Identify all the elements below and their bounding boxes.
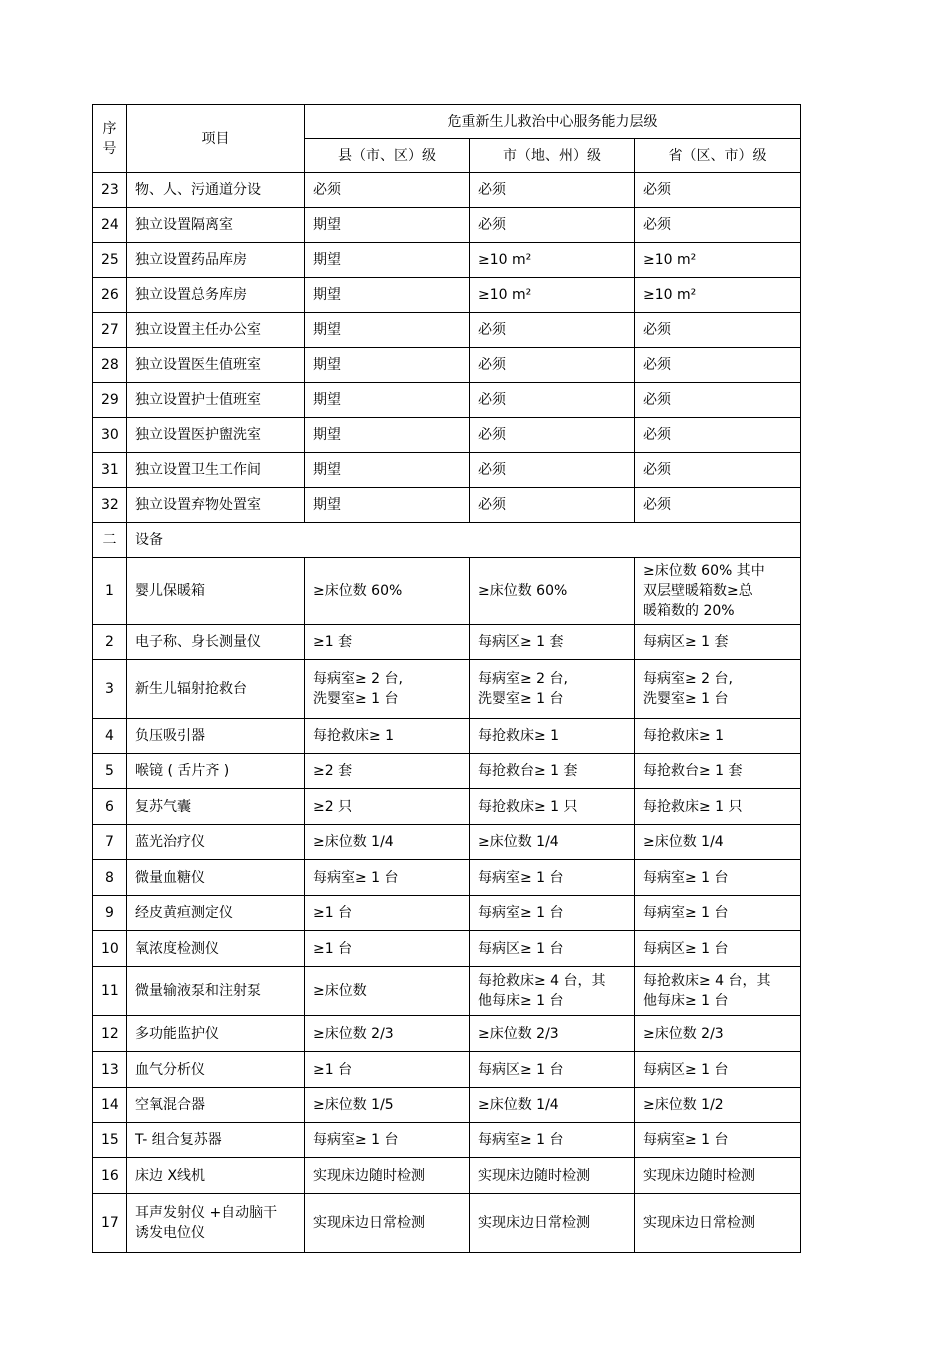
cell-province: ≥10 m² xyxy=(635,243,801,278)
row-seq: 26 xyxy=(93,278,127,313)
cell-province: 实现床边随时检测 xyxy=(635,1158,801,1194)
cell-county: 实现床边随时检测 xyxy=(305,1158,470,1194)
row-item: 独立设置药品库房 xyxy=(127,243,305,278)
row-item: T- 组合复苏器 xyxy=(127,1123,305,1158)
row-item: 微量血糖仪 xyxy=(127,860,305,896)
cell-province: ≥床位数 1/2 xyxy=(635,1088,801,1123)
cell-city: ≥床位数 1/4 xyxy=(470,825,635,860)
row-item: 新生儿辐射抢救台 xyxy=(127,660,305,719)
row-item: 独立设置医护盥洗室 xyxy=(127,418,305,453)
table-row xyxy=(93,278,801,313)
row-item: 独立设置护士值班室 xyxy=(127,383,305,418)
cell-province: 每抢救台≥ 1 套 xyxy=(635,754,801,789)
table-row xyxy=(93,1016,801,1052)
row-item: 经皮黄疸测定仪 xyxy=(127,896,305,931)
cell-province: 必须 xyxy=(635,383,801,418)
cell-province: 每病区≥ 1 套 xyxy=(635,625,801,660)
row-item: 喉镜 ( 舌片齐 ) xyxy=(127,754,305,789)
row-seq: 15 xyxy=(93,1123,127,1158)
row-seq: 2 xyxy=(93,625,127,660)
cell-city: ≥10 m² xyxy=(470,243,635,278)
table-row xyxy=(93,243,801,278)
cell-county: ≥床位数 60% xyxy=(305,558,470,625)
cell-province: ≥床位数 2/3 xyxy=(635,1016,801,1052)
row-item: 独立设置弃物处置室 xyxy=(127,488,305,523)
cell-province: 实现床边日常检测 xyxy=(635,1194,801,1253)
header-level-province: 省（区、市）级 xyxy=(635,139,801,173)
row-item: 独立设置医生值班室 xyxy=(127,348,305,383)
cell-province: 每病区≥ 1 台 xyxy=(635,1052,801,1088)
table-row xyxy=(93,1194,801,1253)
row-seq: 1 xyxy=(93,558,127,625)
row-seq: 8 xyxy=(93,860,127,896)
row-seq: 30 xyxy=(93,418,127,453)
row-seq: 16 xyxy=(93,1158,127,1194)
cell-county: ≥1 套 xyxy=(305,625,470,660)
cell-city: 每病室≥ 1 台 xyxy=(470,1123,635,1158)
row-seq: 4 xyxy=(93,719,127,754)
cell-county: 期望 xyxy=(305,208,470,243)
cell-city: 每抢救床≥ 1 只 xyxy=(470,789,635,825)
cell-province: 必须 xyxy=(635,453,801,488)
cell-city: 每病区≥ 1 台 xyxy=(470,1052,635,1088)
row-item: 耳声发射仪 +自动脑干 诱发电位仪 xyxy=(127,1194,305,1253)
row-item: 氧浓度检测仪 xyxy=(127,931,305,967)
row-seq: 25 xyxy=(93,243,127,278)
cell-city: ≥床位数 60% xyxy=(470,558,635,625)
row-item: 婴儿保暖箱 xyxy=(127,558,305,625)
cell-province: 每病室≥ 1 台 xyxy=(635,860,801,896)
cell-city: 实现床边随时检测 xyxy=(470,1158,635,1194)
header-level-county: 县（市、区）级 xyxy=(305,139,470,173)
row-seq: 23 xyxy=(93,173,127,208)
cell-county: ≥1 台 xyxy=(305,931,470,967)
cell-city: 必须 xyxy=(470,313,635,348)
cell-county: ≥1 台 xyxy=(305,1052,470,1088)
cell-city: 每病室≥ 1 台 xyxy=(470,896,635,931)
row-item: 独立设置隔离室 xyxy=(127,208,305,243)
cell-province: 每病室≥ 1 台 xyxy=(635,1123,801,1158)
table-row xyxy=(93,1052,801,1088)
section-title: 设备 xyxy=(127,523,801,558)
table-row xyxy=(93,558,801,625)
table-row xyxy=(93,896,801,931)
table-row xyxy=(93,453,801,488)
cell-city: 必须 xyxy=(470,208,635,243)
row-seq: 7 xyxy=(93,825,127,860)
cell-province: 必须 xyxy=(635,418,801,453)
row-item: 电子称、身长测量仪 xyxy=(127,625,305,660)
cell-city: 必须 xyxy=(470,488,635,523)
row-seq: 24 xyxy=(93,208,127,243)
header-level-city: 市（地、州）级 xyxy=(470,139,635,173)
table-row xyxy=(93,1088,801,1123)
cell-city: 必须 xyxy=(470,453,635,488)
table-row xyxy=(93,789,801,825)
cell-province: 必须 xyxy=(635,173,801,208)
cell-city: 必须 xyxy=(470,383,635,418)
cell-county: 期望 xyxy=(305,243,470,278)
cell-county: 每抢救床≥ 1 xyxy=(305,719,470,754)
cell-county: 期望 xyxy=(305,348,470,383)
row-item: 微量输液泵和注射泵 xyxy=(127,967,305,1016)
cell-province: 必须 xyxy=(635,348,801,383)
table-row xyxy=(93,348,801,383)
row-item: 负压吸引器 xyxy=(127,719,305,754)
row-item: 独立设置卫生工作间 xyxy=(127,453,305,488)
table-row xyxy=(93,208,801,243)
table-row xyxy=(93,825,801,860)
table-row xyxy=(93,754,801,789)
row-seq: 13 xyxy=(93,1052,127,1088)
cell-province: 每抢救床≥ 1 只 xyxy=(635,789,801,825)
table-row xyxy=(93,418,801,453)
cell-city: 每病区≥ 1 台 xyxy=(470,931,635,967)
cell-county: ≥床位数 xyxy=(305,967,470,1016)
row-seq: 31 xyxy=(93,453,127,488)
table-row xyxy=(93,383,801,418)
cell-city: 每抢救床≥ 4 台，其 他每床≥ 1 台 xyxy=(470,967,635,1016)
cell-city: 每抢救床≥ 1 xyxy=(470,719,635,754)
cell-city: 每病区≥ 1 套 xyxy=(470,625,635,660)
row-seq: 二 xyxy=(93,523,127,558)
table-body xyxy=(93,105,801,1253)
table-row xyxy=(93,1158,801,1194)
row-item: 独立设置主任办公室 xyxy=(127,313,305,348)
cell-county: 期望 xyxy=(305,313,470,348)
row-seq: 9 xyxy=(93,896,127,931)
cell-province: 必须 xyxy=(635,313,801,348)
cell-county: ≥床位数 1/4 xyxy=(305,825,470,860)
row-seq: 11 xyxy=(93,967,127,1016)
cell-province: 必须 xyxy=(635,488,801,523)
table-row xyxy=(93,1123,801,1158)
row-seq: 29 xyxy=(93,383,127,418)
cell-province: 每抢救床≥ 1 xyxy=(635,719,801,754)
cell-province: 必须 xyxy=(635,208,801,243)
section-row xyxy=(93,523,801,558)
cell-county: 每病室≥ 1 台 xyxy=(305,860,470,896)
row-item: 空氧混合器 xyxy=(127,1088,305,1123)
row-seq: 5 xyxy=(93,754,127,789)
cell-city: 每病室≥ 1 台 xyxy=(470,860,635,896)
row-seq: 17 xyxy=(93,1194,127,1253)
cell-city: 必须 xyxy=(470,173,635,208)
cell-city: 必须 xyxy=(470,418,635,453)
cell-county: ≥2 套 xyxy=(305,754,470,789)
cell-county: ≥床位数 2/3 xyxy=(305,1016,470,1052)
row-item: 物、人、污通道分设 xyxy=(127,173,305,208)
service-capability-table xyxy=(92,104,801,1253)
cell-county: 期望 xyxy=(305,278,470,313)
cell-city: 每抢救台≥ 1 套 xyxy=(470,754,635,789)
header-seq: 序号 xyxy=(93,105,127,173)
table-row xyxy=(93,173,801,208)
cell-province: ≥10 m² xyxy=(635,278,801,313)
row-seq: 14 xyxy=(93,1088,127,1123)
table-row xyxy=(93,860,801,896)
table-row xyxy=(93,967,801,1016)
row-item: 多功能监护仪 xyxy=(127,1016,305,1052)
cell-county: 必须 xyxy=(305,173,470,208)
row-seq: 28 xyxy=(93,348,127,383)
cell-city: ≥床位数 2/3 xyxy=(470,1016,635,1052)
cell-province: ≥床位数 1/4 xyxy=(635,825,801,860)
table-row xyxy=(93,931,801,967)
header-row-top xyxy=(93,105,801,139)
row-item: 蓝光治疗仪 xyxy=(127,825,305,860)
table-row xyxy=(93,660,801,719)
row-item: 独立设置总务库房 xyxy=(127,278,305,313)
cell-county: 实现床边日常检测 xyxy=(305,1194,470,1253)
cell-county: ≥床位数 1/5 xyxy=(305,1088,470,1123)
row-item: 血气分析仪 xyxy=(127,1052,305,1088)
row-seq: 27 xyxy=(93,313,127,348)
row-seq: 32 xyxy=(93,488,127,523)
row-seq: 12 xyxy=(93,1016,127,1052)
row-seq: 3 xyxy=(93,660,127,719)
cell-county: 期望 xyxy=(305,453,470,488)
cell-city: 每病室≥ 2 台, 洗婴室≥ 1 台 xyxy=(470,660,635,719)
cell-county: 期望 xyxy=(305,418,470,453)
table-row xyxy=(93,313,801,348)
cell-province: 每病室≥ 2 台, 洗婴室≥ 1 台 xyxy=(635,660,801,719)
row-seq: 10 xyxy=(93,931,127,967)
header-item: 项目 xyxy=(127,105,305,173)
table-row xyxy=(93,719,801,754)
cell-province: ≥床位数 60% 其中 双层壁暖箱数≥总 暖箱数的 20% xyxy=(635,558,801,625)
cell-city: 实现床边日常检测 xyxy=(470,1194,635,1253)
cell-county: 期望 xyxy=(305,383,470,418)
cell-county: 每病室≥ 2 台, 洗婴室≥ 1 台 xyxy=(305,660,470,719)
cell-county: 期望 xyxy=(305,488,470,523)
table-row xyxy=(93,625,801,660)
header-group-title: 危重新生儿救治中心服务能力层级 xyxy=(305,105,801,139)
table-row xyxy=(93,488,801,523)
cell-province: 每病室≥ 1 台 xyxy=(635,896,801,931)
cell-county: 每病室≥ 1 台 xyxy=(305,1123,470,1158)
cell-county: ≥2 只 xyxy=(305,789,470,825)
row-seq: 6 xyxy=(93,789,127,825)
cell-city: ≥床位数 1/4 xyxy=(470,1088,635,1123)
cell-city: ≥10 m² xyxy=(470,278,635,313)
cell-province: 每病区≥ 1 台 xyxy=(635,931,801,967)
cell-county: ≥1 台 xyxy=(305,896,470,931)
cell-province: 每抢救床≥ 4 台，其 他每床≥ 1 台 xyxy=(635,967,801,1016)
row-item: 床边 X线机 xyxy=(127,1158,305,1194)
row-item: 复苏气囊 xyxy=(127,789,305,825)
cell-city: 必须 xyxy=(470,348,635,383)
